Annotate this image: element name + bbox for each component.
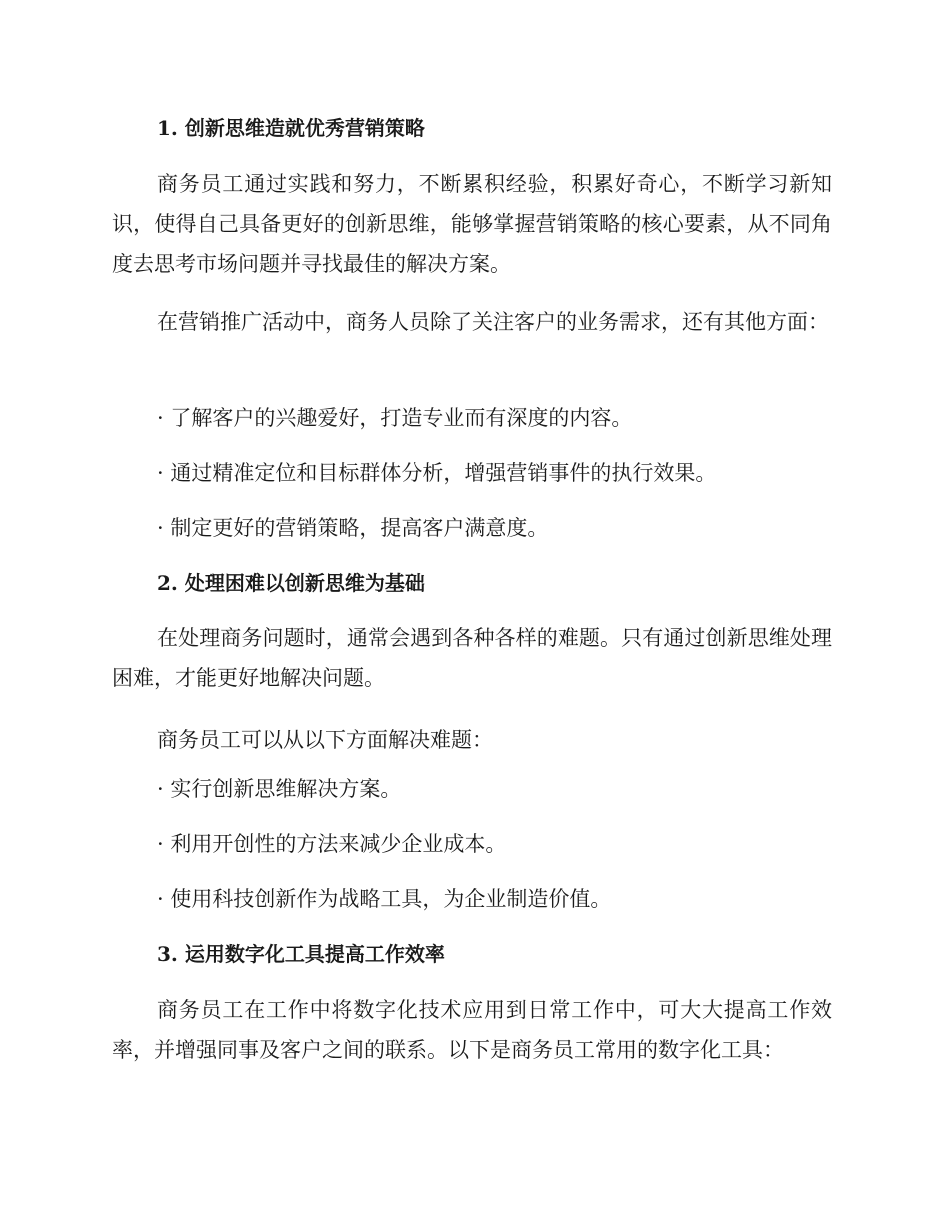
bullet-item-3: · 制定更好的营销策略，提高客户满意度。 bbox=[157, 516, 549, 540]
bullet-item-4: · 实行创新思维解决方案。 bbox=[157, 777, 402, 801]
section-heading-2: 2. 处理困难以创新思维为基础 bbox=[157, 571, 425, 595]
section-heading-1: 1. 创新思维造就优秀营销策略 bbox=[157, 116, 425, 140]
paragraph-2: 在营销推广活动中，商务人员除了关注客户的业务需求，还有其他方面： bbox=[157, 310, 829, 334]
section-heading-3: 3. 运用数字化工具提高工作效率 bbox=[157, 942, 445, 966]
bullet-item-6: · 使用科技创新作为战略工具，为企业制造价值。 bbox=[157, 887, 612, 911]
bullet-item-5: · 利用开创性的方法来减少企业成本。 bbox=[157, 832, 507, 856]
paragraph-3: 在处理商务问题时，通常会遇到各种各样的难题。只有通过创新思维处理困难，才能更好地解决问题。 bbox=[112, 626, 832, 690]
paragraph-4: 商务员工可以从以下方面解决难题： bbox=[157, 728, 493, 752]
paragraph-5: 商务员工在工作中将数字化技术应用到日常工作中，可大大提高工作效率，并增强同事及客户之间的联系。以下是商务员工常用的数字化工具： bbox=[112, 998, 832, 1062]
paragraph-1: 商务员工通过实践和努力，不断累积经验，积累好奇心，不断学习新知识，使得自己具备更好的创新思维，能够掌握营销策略的核心要素，从不同角度去思考市场问题并寻找最佳的解决方案。 bbox=[112, 172, 832, 276]
bullet-item-2: · 通过精准定位和目标群体分析，增强营销事件的执行效果。 bbox=[157, 461, 717, 485]
bullet-item-1: · 了解客户的兴趣爱好，打造专业而有深度的内容。 bbox=[157, 406, 633, 430]
